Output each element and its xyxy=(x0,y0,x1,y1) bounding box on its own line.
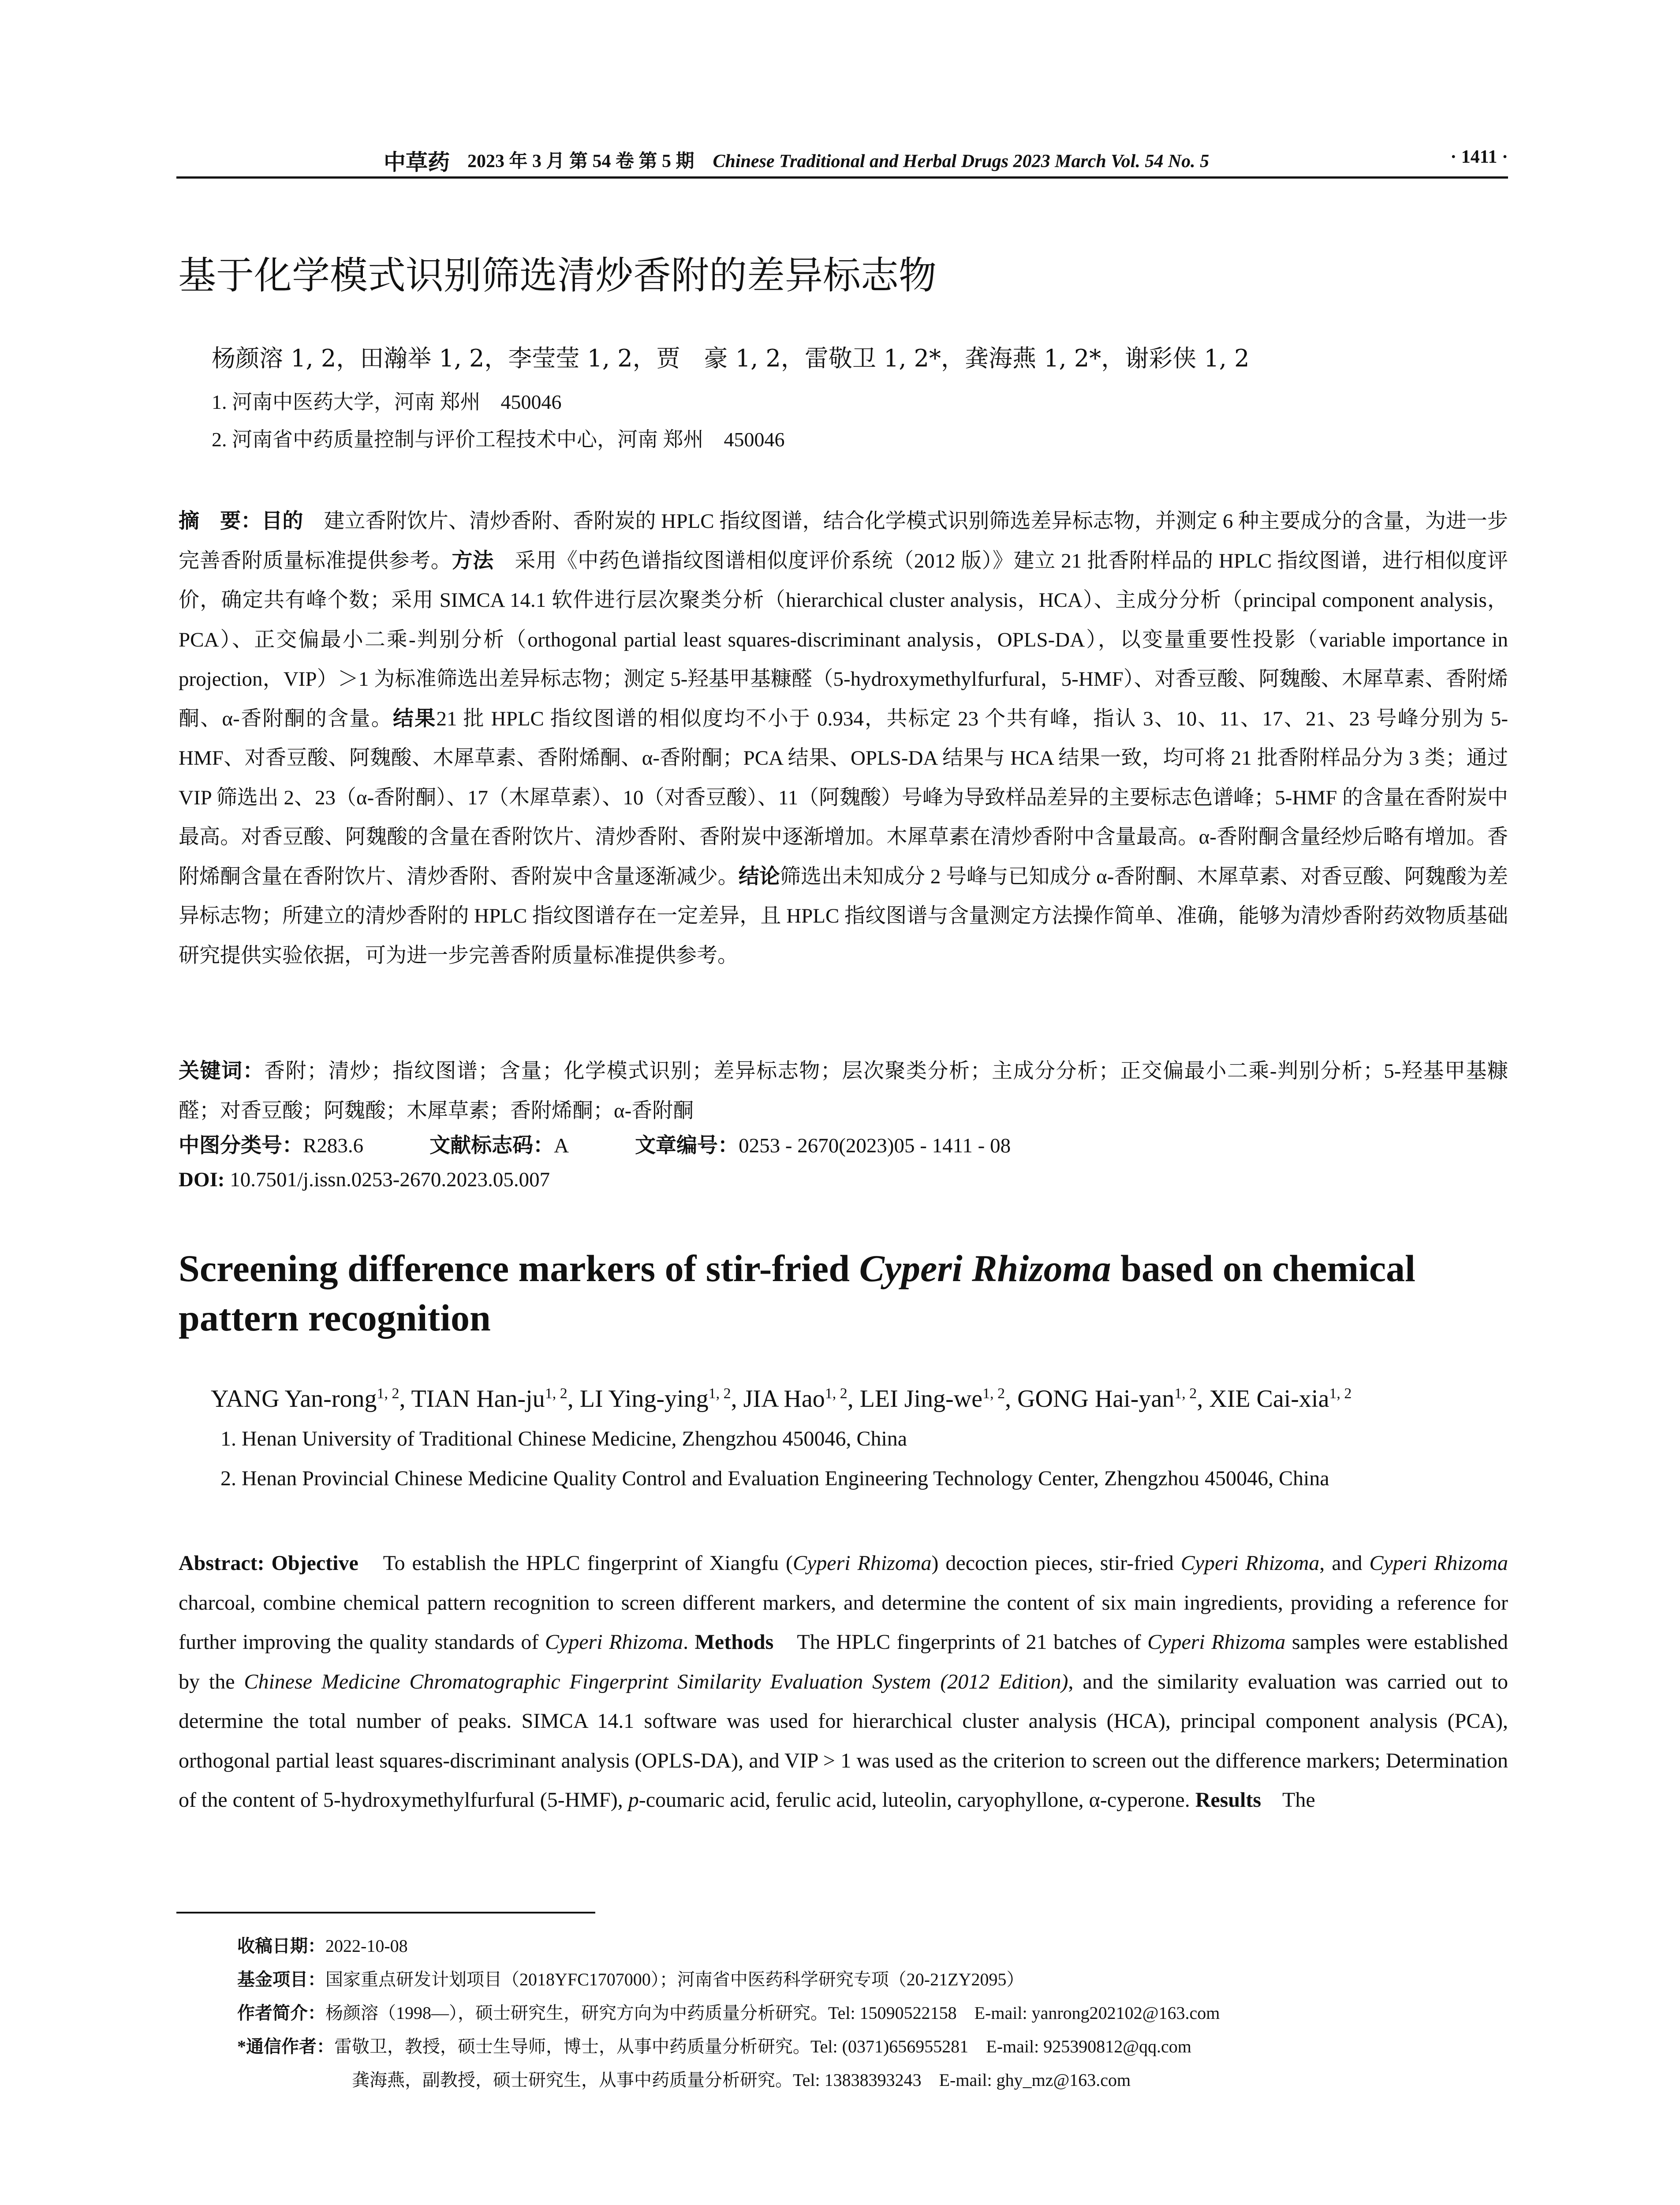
author-en-2: TIAN Han-ju xyxy=(411,1385,545,1413)
author-en-1-sup: 1, 2 xyxy=(377,1385,399,1402)
issue-cn: 2023 年 3 月 第 54 卷 第 5 期 xyxy=(467,151,694,172)
clc-label: 中图分类号： xyxy=(179,1134,303,1157)
methods-cn: 采用《中药色谱指纹图谱相似度评价系统（2012 版）》建立 21 批香附样品的 HPLC 指纹图谱，进行相似度评价，确定共有峰个数；采用 SIMCA 14.1 软件进行层次聚类分析（hierarchical cluster analysis，HCA）、主成分分析（principal component analysis，PCA）、正交偏最小二乘-判别分析（orthogonal partial least squares-discriminant analysis，OPLS-DA），以变量重要性投影（variable importance in projection，VIP）＞1 为标准筛选出差异标志物；测定 5-羟基甲基糠醛（5-hydroxymethylfurfural，5-HMF）、对香豆酸、阿魏酸、木犀草素、香附烯酮、α-香附酮的含量。 xyxy=(179,549,1508,730)
methods-label-cn: 方法 xyxy=(452,549,494,572)
abstract-en-italic: p xyxy=(628,1788,639,1812)
page-number: · 1411 · xyxy=(1450,147,1508,167)
results-label-en: Results xyxy=(1195,1788,1262,1812)
footnote-text: 龚海燕，副教授，硕士研究生，从事中药质量分析研究。Tel: 13838393243 E-mail: ghy_mz@163.com xyxy=(352,2070,1131,2090)
title-en-italic: Cyperi Rhizoma xyxy=(859,1247,1111,1289)
authors-cn: 杨颜溶 1, 2，田瀚举 1, 2，李莹莹 1, 2，贾 豪 1, 2，雷敬卫 1, 2*，龚海燕 1, 2*，谢彩侠 1, 2 xyxy=(212,344,1250,372)
abstract-en-text: , and xyxy=(1319,1551,1370,1575)
abstract-en-italic: Chinese Medicine Chromatographic Fingerprint Similarity Evaluation System (2012 Edition) xyxy=(244,1670,1068,1693)
author-en-6: GONG Hai-yan xyxy=(1017,1385,1175,1413)
conclusion-label-cn: 结论 xyxy=(738,865,780,888)
affiliation-en-1: 1. Henan University of Traditional Chinese Medicine, Zhengzhou 450046, China xyxy=(220,1427,907,1450)
running-header xyxy=(176,140,1508,175)
abstract-cn-label: 摘 要： xyxy=(179,510,262,533)
author-en-5-sup: 1, 2 xyxy=(982,1385,1005,1402)
authors-en: YANG Yan-rong$^{1, 2}$, TIAN Han-ju$^{1, 2}$, LI Ying-ying$^{1, 2}$, JIA Hao$^{1, 2}$, LEI Jing-we$^{1, 2}$, GONG Hai-yan$^{1, 2}$, XIE Cai-xia$^{1, 2}$ xyxy=(211,1385,1352,1413)
issue-info xyxy=(467,146,1209,173)
affiliation-cn-1: 1. 河南中医药大学，河南 郑州 450046 xyxy=(212,391,562,413)
objective-label-cn: 目的 xyxy=(261,510,303,533)
methods-label-en: Methods xyxy=(694,1630,774,1654)
author-en-7-sup: 1, 2 xyxy=(1329,1385,1352,1402)
abstract-en-text: The xyxy=(1261,1788,1315,1812)
article-no-value: 0253 - 2670(2023)05 - 1411 - 08 xyxy=(739,1134,1011,1157)
doc-code-label: 文献标志码： xyxy=(429,1134,554,1157)
footnote-corresponding-1 xyxy=(237,2030,1507,2063)
objective-cn: 建立香附饮片、清炒香附、香附炭的 HPLC 指纹图谱，结合化学模式识别筛选差异标志物，并测定 6 种主要成分的含量，为进一步完善香附质量标准提供参考。 xyxy=(179,510,1508,572)
abstract-en-text: . xyxy=(683,1630,695,1654)
article-no-label: 文章编号： xyxy=(635,1134,739,1157)
header-rule xyxy=(176,176,1508,179)
abstract-en-italic: Cyperi Rhizoma xyxy=(545,1630,683,1654)
doi-label: DOI: xyxy=(179,1168,225,1191)
clc-value: R283.6 xyxy=(303,1134,364,1157)
keywords-cn-text: 香附；清炒；指纹图谱；含量；化学模式识别；差异标志物；层次聚类分析；主成分分析；正交偏最小二乘-判别分析；5-羟基甲基糠醛；对香豆酸；阿魏酸；木犀草素；香附烯酮；α-香附酮 xyxy=(179,1060,1508,1122)
affiliation-cn-2: 2. 河南省中药质量控制与评价工程技术中心，河南 郑州 450046 xyxy=(212,428,785,451)
abstract-en-text: samples were established by the xyxy=(179,1630,1508,1693)
abstract-en-italic: Cyperi Rhizoma xyxy=(792,1551,932,1575)
abstract-en xyxy=(179,1544,1508,1820)
abstract-en-italic: Cyperi Rhizoma xyxy=(1369,1551,1508,1575)
abstract-en-text: To establish the HPLC fingerprint of Xiangfu ( xyxy=(358,1551,793,1575)
footnote-author-bio xyxy=(237,1996,1507,2030)
footnote-label: *通信作者： xyxy=(237,2037,334,2056)
keywords-cn-label: 关键词： xyxy=(179,1060,265,1083)
footnote-text: 杨颜溶（1998—），硕士研究生，研究方向为中药质量分析研究。Tel: 15090522158 E-mail: yanrong202102@163.com xyxy=(325,2003,1220,2023)
footnote-text: 国家重点研发计划项目（2018YFC1707000）；河南省中医药科学研究专项（20-21ZY2095） xyxy=(325,1970,1024,1989)
affiliation-en-2: 2. Henan Provincial Chinese Medicine Quality Control and Evaluation Engineering Technology Center, Zhengzhou 450046, China xyxy=(220,1467,1329,1490)
title-en-part1: Screening difference markers of stir-fried xyxy=(179,1247,859,1289)
abstract-en-italic: Cyperi Rhizoma xyxy=(1180,1551,1320,1575)
abstract-cn xyxy=(179,502,1508,975)
author-en-6-sup: 1, 2 xyxy=(1174,1385,1197,1402)
footnote-funding xyxy=(237,1963,1507,1996)
journal-name-en: Chinese Traditional and Herbal Drugs 2023 March Vol. 54 No. 5 xyxy=(713,151,1210,172)
footnote-label: 基金项目： xyxy=(237,1970,325,1989)
author-en-4: JIA Hao xyxy=(743,1385,825,1413)
abstract-en-text: The HPLC fingerprints of 21 batches of xyxy=(773,1630,1148,1654)
footnote-corresponding-2 xyxy=(237,2063,1507,2097)
footnotes xyxy=(237,1929,1507,2097)
doi-line xyxy=(179,1168,550,1192)
title-en-part2: based on chemical pattern recognition xyxy=(179,1247,1415,1339)
footnote-label: 作者简介： xyxy=(237,2003,325,2023)
results-cn: 21 批 HPLC 指纹图谱的相似度均不小于 0.934，共标定 23 个共有峰，指认 3、10、11、17、21、23 号峰分别为 5-HMF、对香豆酸、阿魏酸、木犀草素、香附烯酮、α-香附酮；PCA 结果、OPLS-DA 结果与 HCA 结果一致，均可将 21 批香附样品分为 3 类；通过 VIP 筛选出 2、23（α-香附酮）、17（木犀草素）、10（对香豆酸）、11（阿魏酸）号峰为导致样品差异的主要标志色谱峰；5-HMF 的含量在香附炭中最高。对香豆酸、阿魏酸的含量在香附饮片、清炒香附、香附炭中逐渐增加。木犀草素在清炒香附中含量最高。α-香附酮含量经炒后略有增加。香附烯酮含量在香附饮片、清炒香附、香附炭中含量逐渐减少。 xyxy=(179,707,1508,888)
abstract-en-text: , and the similarity evaluation was carried out to determine the total number of peaks. SIMCA 14.1 software was used for hierarchical cluster analysis (HCA), principal component analysis (PCA), orthogonal partial least squares-discriminant analysis (OPLS-DA), and VIP > 1 was used as the criterion to screen out the difference markers; Determination of the content of 5-hydroxymethylfurfural (5-HMF), xyxy=(179,1670,1508,1812)
abstract-en-text: ) decoction pieces, stir-fried xyxy=(931,1551,1181,1575)
author-en-3: LI Ying-ying xyxy=(579,1385,709,1413)
author-en-5: LEI Jing-we xyxy=(859,1385,983,1413)
author-en-4-sup: 1, 2 xyxy=(825,1385,847,1402)
journal-name-cn: 中草药 xyxy=(384,149,450,175)
abstract-en-italic: Cyperi Rhizoma xyxy=(1147,1630,1286,1654)
footnote-text: 2022-10-08 xyxy=(325,1936,408,1956)
doc-code-value: A xyxy=(554,1134,569,1157)
abstract-en-label: Abstract: Objective xyxy=(179,1551,358,1575)
author-en-1: YANG Yan-rong xyxy=(211,1385,377,1413)
author-en-3-sup: 1, 2 xyxy=(708,1385,731,1402)
doi-value[interactable]: 10.7501/j.issn.0253-2670.2023.05.007 xyxy=(224,1168,550,1191)
title-en xyxy=(179,1244,1508,1342)
footnote-label: 收稿日期： xyxy=(237,1936,325,1956)
classification-line xyxy=(179,1129,1011,1159)
conclusion-cn: 筛选出未知成分 2 号峰与已知成分 α-香附酮、木犀草素、对香豆酸、阿魏酸为差异标志物；所建立的清炒香附的 HPLC 指纹图谱存在一定差异，且 HPLC 指纹图谱与含量测定方法操作简单、准确，能够为清炒香附药效物质基础研究提供实验依据，可为进一步完善香附质量标准提供参考。 xyxy=(179,865,1508,967)
results-label-cn: 结果 xyxy=(392,707,437,730)
footnote-received xyxy=(237,1929,1507,1963)
footnote-rule xyxy=(176,1912,595,1913)
author-en-7: XIE Cai-xia xyxy=(1209,1385,1329,1413)
footnote-text: 雷敬卫，教授，硕士生导师，博士，从事中药质量分析研究。Tel: (0371)656955281 E-mail: 925390812@qq.com xyxy=(334,2037,1191,2056)
author-en-2-sup: 1, 2 xyxy=(545,1385,567,1402)
abstract-en-text: -coumaric acid, ferulic acid, luteolin, caryophyllone, α-cyperone. xyxy=(638,1788,1195,1812)
abstract-en-text: charcoal, combine chemical pattern recognition to screen different markers, and determine the content of six main ingredients, providing a reference for further improving the quality standards of xyxy=(179,1591,1508,1654)
title-cn: 基于化学模式识别筛选清炒香附的差异标志物 xyxy=(178,254,937,298)
keywords-cn xyxy=(179,1052,1508,1131)
